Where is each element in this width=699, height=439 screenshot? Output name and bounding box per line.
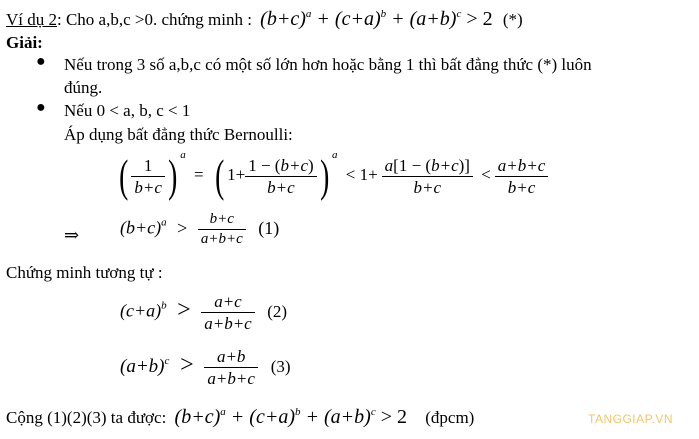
bullet2-text: Nếu 0 < a, b, c < 1 [64, 101, 191, 120]
example-tag: (*) [502, 10, 523, 29]
equation-3: $(a+b)^c$ > $\frac{a+b}{a+b+c}$ (3) [120, 347, 291, 388]
example-prompt: : Cho a,b,c >0. chứng minh : [57, 10, 252, 29]
watermark-text: TANGGIAP.VN [588, 412, 674, 426]
conclusion-line [6, 407, 474, 427]
equation-2: $(c+a)^b$ > $\frac{a+c}{a+b+c}$ (2) [120, 292, 288, 333]
conclusion-text: Cộng (1)(2)(3) ta được: [6, 408, 167, 427]
bullet1-line2: đúng. [64, 78, 103, 97]
eq2-tag: (2) [267, 301, 288, 321]
example-label: Ví dụ 2 [6, 10, 57, 29]
main-inequality: $(b+c)^a + (c+a)^b + (a+b)^c > 2$ [260, 8, 493, 30]
eq1-tag: (1) [258, 217, 280, 238]
bernoulli-formula: ( $\frac{1}{b+c}$ ) $^a$ = ( 1+ $\frac{1 - (b+c)}{b+c}$ ) $^a$ < 1+ $\frac{a[1 - (b+c)]}{b+c}$ < $\frac{a+b+c}{b+c}$ [116, 150, 548, 199]
bernoulli-text: Áp dụng bất đẳng thức Bernoulli: [64, 125, 293, 144]
eq3-tag: (3) [270, 356, 291, 376]
implies-arrow: ⇒ [64, 225, 80, 245]
bullet1-line1: Nếu trong 3 số a,b,c có một số lớn hơn hoặc bằng 1 thì bất đẳng thức (*) luôn [64, 55, 592, 74]
final-inequality: $(b+c)^a + (c+a)^b + (a+b)^c > 2$ [174, 406, 407, 428]
similar-text: Chứng minh tương tự : [6, 263, 163, 282]
solution-heading: Giải: [6, 33, 43, 52]
bullet-dot-1: ● [36, 53, 46, 70]
qed-text: (đpcm) [425, 408, 475, 427]
bullet-dot-2: ● [36, 99, 46, 116]
equation-1: $(b+c)^a$ > $\frac{b+c}{a+b+c}$ (1) [120, 211, 280, 247]
example-statement [6, 9, 523, 29]
